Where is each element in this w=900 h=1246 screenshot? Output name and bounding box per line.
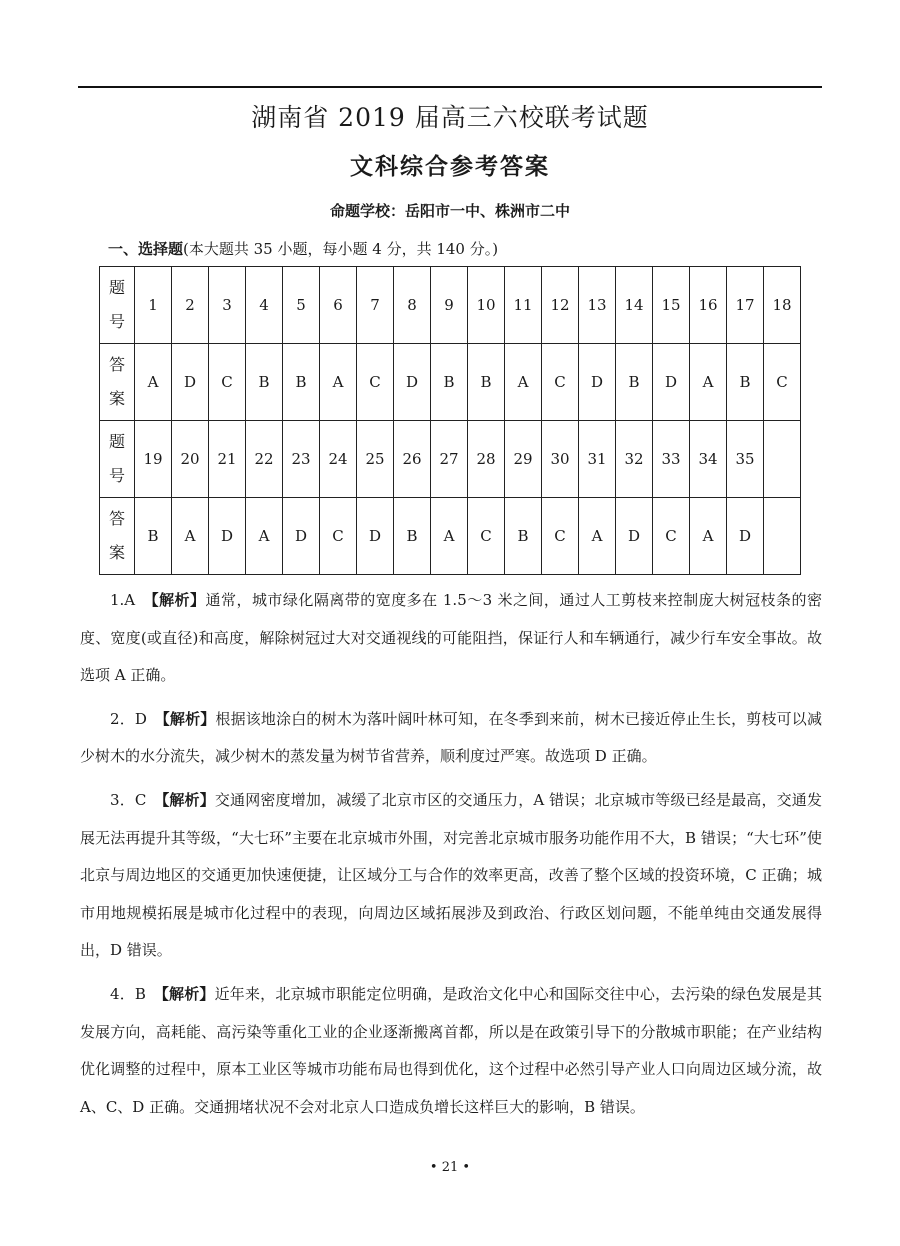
answer-cell: A — [690, 498, 727, 575]
question-cell: 11 — [505, 267, 542, 344]
question-row-label — [100, 267, 135, 344]
question-cell — [764, 421, 801, 498]
explanation-text: 根据该地涂白的树木为落叶阔叶林可知，在冬季到来前，树木已接近停止生长，剪枝可以减少树木的水分流失，减少树木的蒸发量为树节省营养，顺利度过严寒。故选项 D 正确。 — [80, 709, 822, 766]
question-cell: 17 — [727, 267, 764, 344]
answer-cell: A — [690, 344, 727, 421]
question-cell: 4 — [246, 267, 283, 344]
row-label-char: 答 — [108, 509, 125, 528]
explanation-item — [80, 976, 822, 1126]
explanation-text: 近年来，北京城市职能定位明确，是政治文化中心和国际交往中心，去污染的绿色发展是其发展方向，高耗能、高污染等重化工业的企业逐渐搬离首都，所以是在政策引导下的分散城市职能；在产业结构优化调整的过程中，原本工业区等城市功能布局也得到优化，这个过程中必然引导产业人口向周边区域分流，故 A、C、D 正确。交通拥堵状况不会对北京人口造成负增长这样巨大的影响，B 错误。 — [80, 984, 822, 1116]
question-cell: 35 — [727, 421, 764, 498]
question-cell: 20 — [172, 421, 209, 498]
explanation-item — [80, 701, 822, 776]
answer-table — [99, 266, 801, 575]
answer-cell: D — [357, 498, 394, 575]
row-label-char: 号 — [108, 312, 125, 331]
question-cell: 19 — [135, 421, 172, 498]
question-row — [100, 267, 801, 344]
answer-cell: A — [135, 344, 172, 421]
question-cell: 25 — [357, 421, 394, 498]
answer-cell: A — [246, 498, 283, 575]
question-cell: 33 — [653, 421, 690, 498]
question-cell: 13 — [579, 267, 616, 344]
explanation-item — [80, 782, 822, 970]
explanation-number: 1.A — [110, 591, 136, 609]
answer-cell: C — [357, 344, 394, 421]
answer-row — [100, 344, 801, 421]
answer-cell: A — [505, 344, 542, 421]
answer-cell: B — [283, 344, 320, 421]
answer-cell: B — [468, 344, 505, 421]
question-cell: 15 — [653, 267, 690, 344]
section-title: 一、选择题 — [108, 240, 184, 258]
explanation-tag: 【解析】 — [161, 984, 215, 1003]
question-cell: 1 — [135, 267, 172, 344]
question-cell: 22 — [246, 421, 283, 498]
section-heading — [108, 238, 498, 259]
answer-cell: C — [542, 498, 579, 575]
answer-table-body — [100, 267, 801, 575]
answer-cell — [764, 498, 801, 575]
answer-cell: D — [579, 344, 616, 421]
row-label-char: 题 — [108, 278, 125, 297]
top-rule — [78, 86, 822, 88]
answer-row — [100, 498, 801, 575]
question-cell: 16 — [690, 267, 727, 344]
question-cell: 2 — [172, 267, 209, 344]
answer-cell: A — [320, 344, 357, 421]
explanation-tag: 【解析】 — [161, 790, 215, 809]
page-title: 湖南省 2019 届高三六校联考试题 — [251, 103, 649, 132]
answer-cell: A — [431, 498, 468, 575]
answer-cell: D — [172, 344, 209, 421]
explanation-number: 3．C — [110, 790, 147, 809]
explanation-item — [80, 582, 822, 695]
schools-line: 命题学校：岳阳市一中、株洲市二中 — [329, 202, 570, 220]
question-row — [100, 421, 801, 498]
question-cell: 34 — [690, 421, 727, 498]
question-cell: 21 — [209, 421, 246, 498]
row-label-char: 答 — [108, 355, 125, 374]
row-label-char: 号 — [108, 466, 125, 485]
answer-row-label — [100, 498, 135, 575]
question-cell: 7 — [357, 267, 394, 344]
answer-cell: D — [283, 498, 320, 575]
answer-cell: B — [246, 344, 283, 421]
answer-row-label — [100, 344, 135, 421]
explanation-tag: 【解析】 — [162, 709, 216, 728]
question-cell: 28 — [468, 421, 505, 498]
question-cell: 9 — [431, 267, 468, 344]
question-cell: 14 — [616, 267, 653, 344]
answer-cell: B — [394, 498, 431, 575]
answer-cell: B — [431, 344, 468, 421]
question-cell: 27 — [431, 421, 468, 498]
question-cell: 29 — [505, 421, 542, 498]
answer-cell: C — [468, 498, 505, 575]
answer-cell: D — [727, 498, 764, 575]
question-cell: 31 — [579, 421, 616, 498]
section-note: (本大题共 35 小题，每小题 4 分，共 140 分。) — [183, 240, 499, 258]
question-cell: 3 — [209, 267, 246, 344]
answer-cell: C — [320, 498, 357, 575]
question-cell: 30 — [542, 421, 579, 498]
question-cell: 6 — [320, 267, 357, 344]
page-number: • 21 • — [429, 1160, 471, 1175]
answer-cell: A — [172, 498, 209, 575]
answer-cell: B — [135, 498, 172, 575]
answer-cell: C — [209, 344, 246, 421]
answer-cell: D — [616, 498, 653, 575]
page-subtitle: 文科综合参考答案 — [350, 154, 550, 180]
question-cell: 24 — [320, 421, 357, 498]
answer-cell: B — [616, 344, 653, 421]
answer-cell: B — [727, 344, 764, 421]
explanation-text: 通常，城市绿化隔离带的宽度多在 1.5～3 米之间，通过人工剪枝来控制庞大树冠枝条的密度、宽度(或直径)和高度，解除树冠过大对交通视线的可能阻挡，保证行人和车辆通行，减少行车安全事故。故选项 A 正确。 — [80, 591, 822, 685]
answer-cell: C — [542, 344, 579, 421]
row-label-char: 题 — [108, 432, 125, 451]
question-cell: 10 — [468, 267, 505, 344]
explanations — [80, 582, 822, 1132]
question-cell: 5 — [283, 267, 320, 344]
explanation-text: 交通网密度增加，减缓了北京市区的交通压力，A 错误；北京城市等级已经是最高，交通发展无法再提升其等级，“大七环”主要在北京城市外围，对完善北京城市服务功能作用不大，B 错误；“大七环”使北京与周边地区的交通更加快速便捷，让区域分工与合作的效率更高，改善了整个区域的投资环境，C 正确；城市用地规模拓展是城市化过程中的表现，向周边区域拓展涉及到政治、行政区划问题，不能单纯由交通发展得出，D 错误。 — [80, 790, 822, 960]
explanation-number: 4．B — [110, 984, 146, 1003]
explanation-number: 2．D — [110, 709, 147, 728]
answer-cell: D — [394, 344, 431, 421]
question-cell: 26 — [394, 421, 431, 498]
answer-cell: B — [505, 498, 542, 575]
question-cell: 18 — [764, 267, 801, 344]
answer-cell: C — [653, 498, 690, 575]
question-cell: 12 — [542, 267, 579, 344]
answer-cell: D — [653, 344, 690, 421]
answer-cell: C — [764, 344, 801, 421]
row-label-char: 案 — [108, 543, 125, 562]
row-label-char: 案 — [108, 389, 125, 408]
explanation-tag: 【解析】 — [151, 591, 206, 609]
question-cell: 23 — [283, 421, 320, 498]
answer-cell: D — [209, 498, 246, 575]
answer-cell: A — [579, 498, 616, 575]
question-row-label — [100, 421, 135, 498]
question-cell: 32 — [616, 421, 653, 498]
question-cell: 8 — [394, 267, 431, 344]
